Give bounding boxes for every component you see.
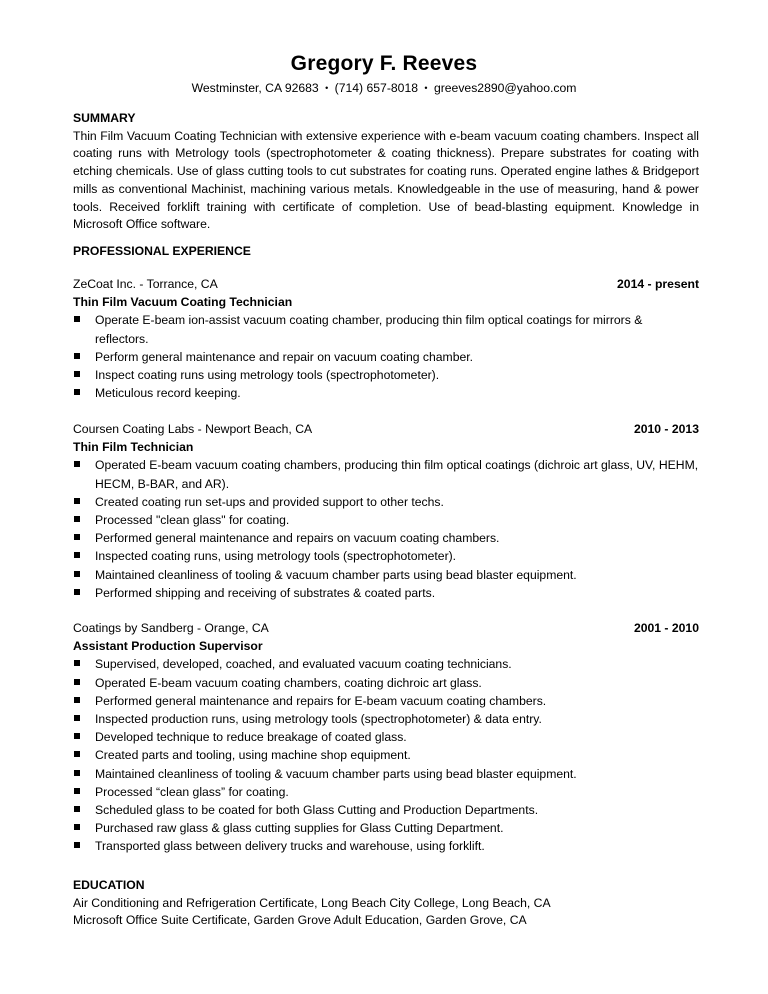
- education-line: Microsoft Office Suite Certificate, Garden Grove Adult Education, Garden Grove, CA: [73, 913, 527, 928]
- list-item: Scheduled glass to be coated for both Glass Cutting and Production Departments.: [73, 801, 699, 819]
- experience-heading-block: [73, 243, 699, 261]
- job-header: [73, 421, 699, 439]
- list-item: Perform general maintenance and repair on vacuum coating chamber.: [73, 348, 699, 366]
- square-bullet-icon: [74, 389, 80, 395]
- job-company: Coursen Coating Labs - Newport Beach, CA: [73, 422, 313, 436]
- list-item: Processed "clean glass" for coating.: [73, 511, 699, 529]
- job-title: Assistant Production Supervisor: [73, 638, 263, 653]
- job-entry: [73, 620, 699, 856]
- job-entry: [73, 276, 699, 402]
- list-item: Performed general maintenance and repairs on vacuum coating chambers.: [73, 529, 699, 547]
- list-item: Performed general maintenance and repairs for E-beam vacuum coating chambers.: [73, 692, 699, 710]
- job-title: Thin Film Technician: [73, 439, 194, 454]
- education-line: Air Conditioning and Refrigeration Certificate, Long Beach City College, Long Beach, CA: [73, 895, 551, 910]
- square-bullet-icon: [74, 589, 80, 595]
- square-bullet-icon: [74, 751, 80, 757]
- square-bullet-icon: [74, 316, 80, 322]
- list-item: Purchased raw glass & glass cutting supplies for Glass Cutting Department.: [73, 819, 699, 837]
- list-item: Inspected coating runs, using metrology tools (spectrophotometer).: [73, 547, 699, 565]
- list-item: Operate E-beam ion-assist vacuum coating chamber, producing thin film optical coatings for mirrors & reflectors.: [73, 311, 699, 347]
- square-bullet-icon: [74, 788, 80, 794]
- list-item: Developed technique to reduce breakage of coated glass.: [73, 728, 699, 746]
- job-dates: 2001 - 2010: [633, 621, 699, 635]
- list-item: Inspect coating runs using metrology tools (spectrophotometer).: [73, 366, 699, 384]
- contact-phone: (714) 657-8018: [334, 81, 418, 95]
- job-company: ZeCoat Inc. - Torrance, CA: [73, 277, 218, 291]
- list-item: Supervised, developed, coached, and evaluated vacuum coating technicians.: [73, 655, 699, 673]
- education-heading: EDUCATION: [73, 878, 145, 892]
- list-item: Operated E-beam vacuum coating chambers, coating dichroic art glass.: [73, 674, 699, 692]
- list-item: Operated E-beam vacuum coating chambers, producing thin film optical coatings (dichroic art glass, UV, HEHM, HECM, B-BAR, and AR).: [73, 456, 699, 492]
- job-dates: 2010 - 2013: [633, 422, 699, 436]
- square-bullet-icon: [74, 806, 80, 812]
- square-bullet-icon: [74, 516, 80, 522]
- contact-location: Westminster, CA 92683: [191, 81, 319, 95]
- bullet-separator: •: [325, 83, 329, 93]
- square-bullet-icon: [74, 534, 80, 540]
- square-bullet-icon: [74, 552, 80, 558]
- square-bullet-icon: [74, 353, 80, 359]
- square-bullet-icon: [74, 770, 80, 776]
- square-bullet-icon: [74, 824, 80, 830]
- square-bullet-icon: [74, 842, 80, 848]
- list-item: Maintained cleanliness of tooling & vacuum chamber parts using bead blaster equipment.: [73, 566, 699, 584]
- list-item: Performed shipping and receiving of substrates & coated parts.: [73, 584, 699, 602]
- contact-email[interactable]: greeves2890@yahoo.com: [433, 81, 577, 95]
- job-bullet-list: [73, 655, 699, 855]
- list-item: Processed “clean glass” for coating.: [73, 783, 699, 801]
- job-entry: [73, 421, 699, 602]
- square-bullet-icon: [74, 371, 80, 377]
- bullet-separator: •: [424, 83, 428, 93]
- candidate-name: Gregory F. Reeves: [290, 52, 478, 75]
- experience-heading: PROFESSIONAL EXPERIENCE: [73, 244, 251, 258]
- square-bullet-icon: [74, 660, 80, 666]
- square-bullet-icon: [74, 571, 80, 577]
- job-title: Thin Film Vacuum Coating Technician: [73, 294, 293, 309]
- list-item: Transported glass between delivery trucks and warehouse, using forklift.: [73, 837, 699, 855]
- list-item: Created coating run set-ups and provided support to other techs.: [73, 493, 699, 511]
- square-bullet-icon: [74, 679, 80, 685]
- list-item: Maintained cleanliness of tooling & vacuum chamber parts using bead blaster equipment.: [73, 765, 699, 783]
- square-bullet-icon: [74, 715, 80, 721]
- job-company: Coatings by Sandberg - Orange, CA: [73, 621, 269, 635]
- job-bullet-list: [73, 311, 699, 402]
- square-bullet-icon: [74, 461, 80, 467]
- education-section: [73, 877, 699, 930]
- summary-section: [73, 110, 699, 234]
- list-item: Meticulous record keeping.: [73, 384, 699, 402]
- job-bullet-list: [73, 456, 699, 602]
- square-bullet-icon: [74, 733, 80, 739]
- square-bullet-icon: [74, 498, 80, 504]
- list-item: Created parts and tooling, using machine shop equipment.: [73, 746, 699, 764]
- contact-line: [0, 81, 768, 95]
- job-header: [73, 276, 699, 294]
- list-item: Inspected production runs, using metrology tools (spectrophotometer) & data entry.: [73, 710, 699, 728]
- job-header: [73, 620, 699, 638]
- summary-heading: SUMMARY: [73, 111, 136, 125]
- job-dates: 2014 - present: [617, 277, 699, 291]
- summary-text: Thin Film Vacuum Coating Technician with extensive experience with e-beam vacuum coating chambers. Inspect all coating runs with Metrology tools (spectrophotometer & coating thickness). Prepare substrates for coating with etching chemicals. Use of glass cutting tools to cut substrates for coating runs. Operated engine lathes & Bridgeport mills as conventional Machinist, machining various metals. Knowledgeable in the use of measuring, hand & power tools. Received forklift training with certificate of completion. Use of bead-blasting equipment. Knowledge in Microsoft Office software.: [73, 128, 699, 232]
- square-bullet-icon: [74, 697, 80, 703]
